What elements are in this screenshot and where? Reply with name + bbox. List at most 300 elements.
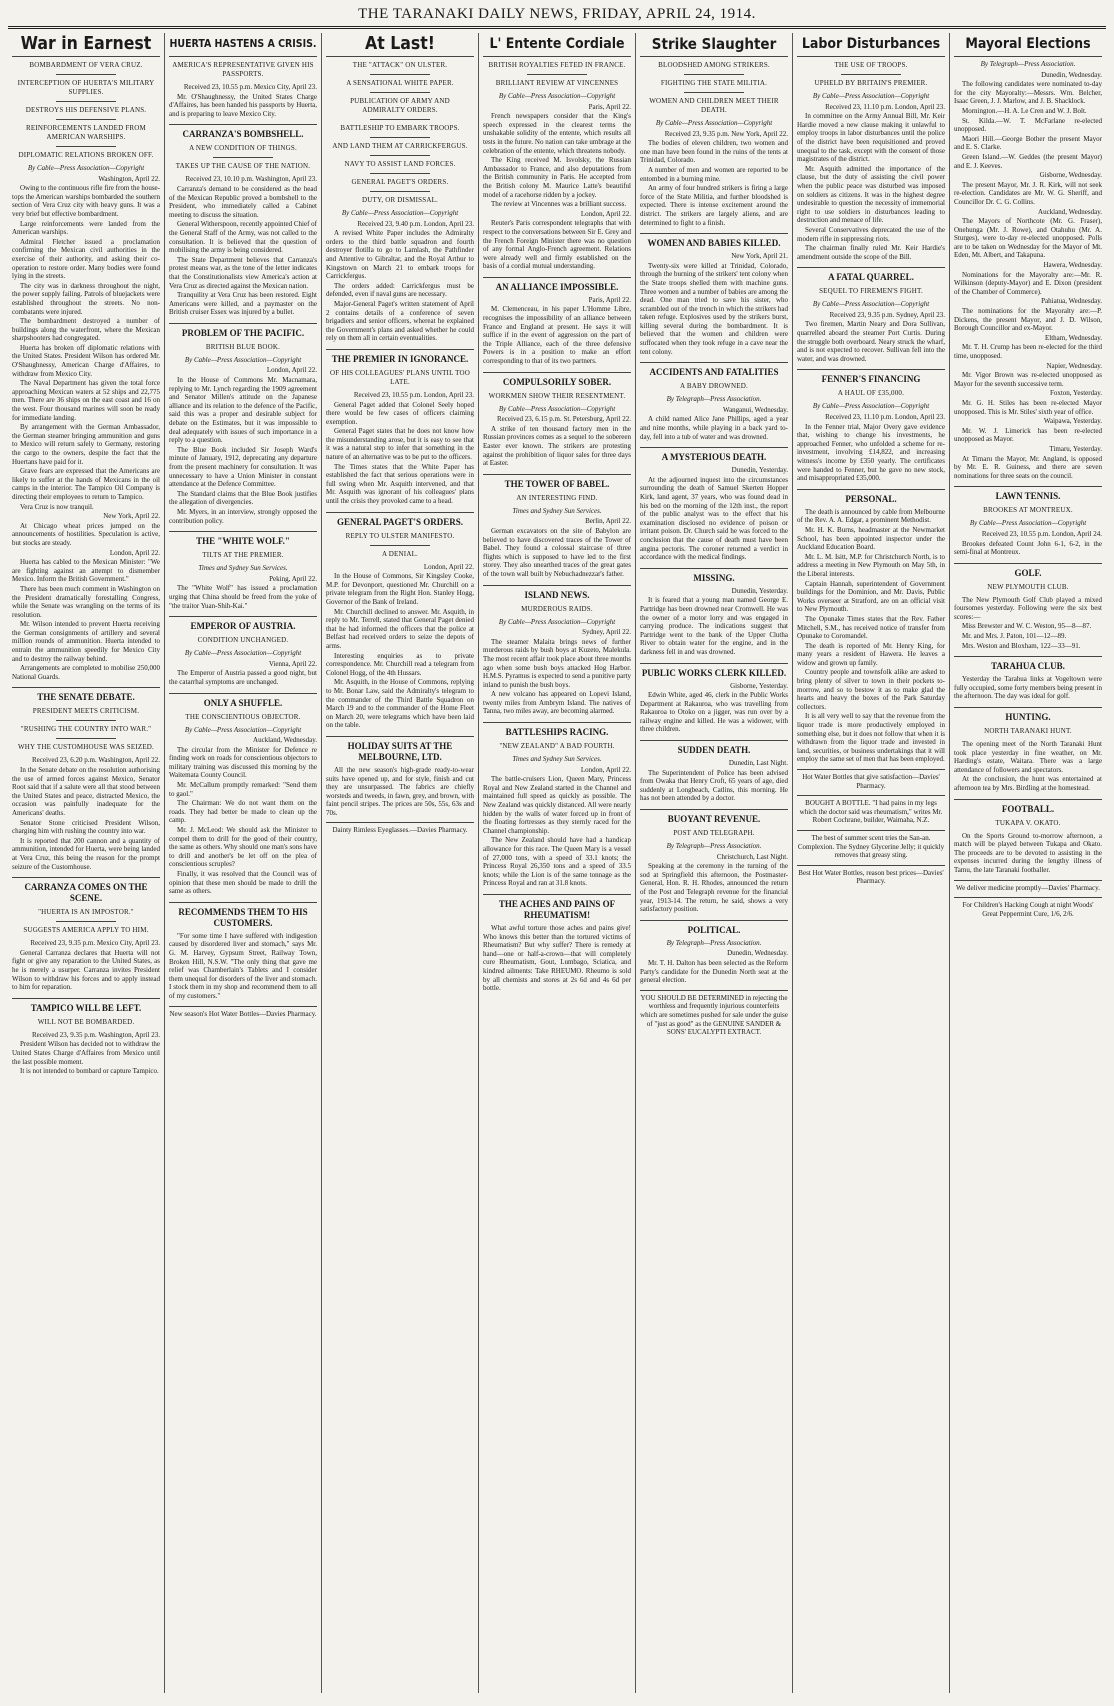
paragraph: Interesting enquiries as to private correspondence. Mr. Churchill read a telegram from Colonel Hogg, of the 4th Hussars. [326,651,474,677]
dateline: Washington, April 22. [98,174,160,183]
paragraph: The Mayors of Northcote (Mr. G. Fraser), Onehunga (Mr. J. Rowe), and Otahuhu (Mr. A. Sturges), were to-day re-elected unopposed. Polls are to be taken on Wednesday for the Mayor of Mt. Eden, Mt. Albert, and Takapuna. [954,217,1102,260]
paragraph: The "White Wolf" has issued a proclamation urging that China should be freed from the yoke of "the traitor Yuan-Shih-Kai." [169,584,317,610]
paragraph: General Paget added that Colonel Seely hoped there would be few cases of officers claiming exemption. [326,400,474,426]
paragraph: The King received M. Isvolsky, the Russian Ambassador to France, and also deputations from the British community in Paris. He accepted from the British colony M. Maurice Latte's beautiful model of a racehorse ridden by a jockey. [483,156,631,199]
column-4 [479,33,636,1693]
dateline: Paris, April 22. [588,295,631,304]
paragraph: Tranquility at Vera Cruz has been restored. Eight Americans were killed, and a paymaster on the British cruiser Essex was injured by a bullet. [169,291,317,317]
paragraph: At Chicago wheat prices jumped on the announcements of hostilities. Speculation is active, but stocks are steady. [12,521,160,547]
subheading-deck: BRILLIANT REVIEW AT VINCENNES [495,79,619,87]
subheading-deck: BATTLESHIP TO EMBARK TROOPS. [340,124,460,132]
section-heading: LAWN TENNIS. [954,486,1102,502]
paragraph: General Carranza declares that Huerta will not fight or give any reparation to the United States, as he is merely a usurper. Carranza invites President Wilson to withdraw his forces and to apply instead to him for reparation. [12,948,160,992]
paragraph: In the Fenner trial, Major Overy gave evidence that, wishing to change his investments, he approached Fenner, who unfolded a scheme for re-investment, involving £14,822, and increasing witness's income by £350 yearly. The certificates were handed to Fenner, but he gave no new stock, and misappropriated £35,000. [797,422,945,483]
subheading-deck: "HUERTA IS AN IMPOSTOR." [38,908,134,917]
column-6 [793,33,950,1693]
divider-rule [370,155,429,156]
subheading-deck: THE "ATTACK" ON ULSTER. [352,61,448,69]
dateline: Paris, April 22. [588,102,631,111]
columns [8,33,1106,1693]
advertisement: The best of summer scent tries the San-an. Complexion. The Sydney Glycerine Jelly; it quickly removes that greasy sting. [797,830,945,860]
column-body [169,61,317,1018]
column-2 [165,33,322,1693]
subheading-deck: PUBLICATION OF ARMY AND ADMIRALTY ORDERS. [350,97,450,114]
paragraph: A strike of ten thousand factory men in the Russian provinces comes as a sequel to the sobereen Easter ever known. The strikers are protesting against the prohibition of liquor sales for three days at Easter. [483,424,631,468]
dateline: Dunedin, Yesterday. [731,466,788,475]
paragraph: Several Conservatives deprecated the use of the modern rifle in suppressing riots. [797,225,945,243]
divider-rule [370,74,429,75]
column-body [483,61,631,993]
advertisement: Dainty Rimless Eyeglasses.—Davies Pharmacy. [326,822,474,835]
paragraph: All the new season's high-grade ready-to-wear suits have opened up, and for style, finish and cut they are unsurpassed. The fabrics are chiefly worsteds and tweeds, in fawn, grey, and brown, with faint pencil stripes. The prices are 50s, 55s, 63s and 70s. [326,765,474,817]
section-heading: TAMPICO WILL BE LEFT. [12,998,160,1014]
masthead: THE TARANAKI DAILY NEWS, FRIDAY, APRIL 24, 1914. [8,4,1106,29]
subheading-deck: TAKES UP THE CAUSE OF THE NATION. [175,162,311,171]
dateline: New York, April 22. [103,512,160,521]
section-heading: A FATAL QUARREL. [797,267,945,283]
byline: By Cable—Press Association—Copyright [184,649,302,658]
advertisement: Best Hot Water Bottles, reason best prices—Davies' Pharmacy. [797,865,945,886]
dateline: Received 23, 10.55 p.m. London, April 23. [353,390,474,399]
section-heading: CARRANZA'S BOMBSHELL. [169,124,317,140]
paragraph: Owing to the continuous rifle fire from the house-tops the American warships bombarded the southern section of Vera Cruz city with heavy guns. It was a very brief but effective bombardment. [12,184,160,218]
paragraph: It is feared that a young man named George E. Partridge has been drowned near Cromwell. He was the owner of a motor lorry and was engaged in carrying produce. The indications suggest that Partridge went to the bank of the Upper Clutha River to obtain water for the engine, and in the darkness fell in and was drowned. [640,596,788,656]
dateline: Received 23, 11.10 p.m. London, April 23. [825,102,945,111]
column-heading: At Last! [326,34,474,57]
subheading-deck: INTERCEPTION OF HUERTA'S MILITARY SUPPLIES. [17,79,155,96]
paragraph: The Blue Book included Sir Joseph Ward's minute of January, 1912, deprecating any departure from the present machinery for consultation. It was unnecessary to have a Union Minister in constant attendance at the Defence Committee. [169,445,317,489]
paragraph: French newspapers consider that the King's speech expressed in the clearest terms the unshakable solidity of the entente, which results all tests in the future. No nation can take umbrage at the celebration of the entente, which threatens nobody. [483,112,631,155]
subheading-deck: FIGHTING THE STATE MILITIA. [660,79,768,87]
dateline: Eltham, Wednesday. [1045,333,1102,342]
section-heading: SUDDEN DEATH. [640,740,788,756]
paragraph: Twenty-six were killed at Trinidad, Colorado, through the burning of the strikers' tent colony when the State troops shelled them with machine guns. Three women and a number of babies are among the dead. One man tried to save his sister, who scrambled out of the trench in which the strikers had taken refuge. Explosives used by the strikers burst, killing several during the bombardment. It is believed that the women and children were suffocated when they took refuge in a cave near the tent colony. [640,261,788,356]
paragraph: Country people and townsfolk alike are asked to bring plenty of silver to town in their pockets to-morrow, and so to bestow it as to make glad the hearts and heavy the boxes of the Park Saturday collectors. [797,668,945,711]
subheading-deck: TUKAPA V. OKATO. [995,818,1061,827]
paragraph: The Superintendent of Police has been advised from Owaka that Henry Croft, 65 years of age, died suddenly at Longbeach, Catlins, this morning. He has not been attended by a doctor. [640,768,788,803]
paragraph: It is not intended to bombard or capture Tampico. [20,1067,159,1076]
divider-rule [841,74,900,75]
subheading-deck: DIPLOMATIC RELATIONS BROKEN OFF. [18,151,154,159]
byline: By Cable—Press Association—Copyright [27,164,145,172]
paragraph: Mr. Wilson intended to prevent Huerta receiving the German consignments of artillery and several million rounds of ammunition. Huerta intended to entrain the ammunition speedily for Mexico City and to destroy the railway behind. [12,620,160,663]
dateline: Christchurch, Last Night. [716,852,788,861]
section-heading: FENNER'S FINANCING [797,369,945,385]
paragraph: The death is reported of Mr. Henry King, for many years a resident of Hawera. He leaves a widow and grown up family. [797,641,945,667]
subheading-deck: UPHELD BY BRITAIN'S PREMIER. [814,79,928,87]
dateline: Gisborne, Yesterday. [730,681,788,690]
paragraph: Mr. Churchill declined to answer. Mr. Asquith, in reply to Mr. Terrell, stated that General Paget denied that he had informed the officers that the police at Belfast had received orders to seize the depots of arms. [326,607,474,650]
column-heading: Labor Disturbances [797,34,945,57]
section-heading: EMPEROR OF AUSTRIA. [169,616,317,632]
subheading-deck: NEW PLYMOUTH CLUB. [987,582,1069,591]
byline: By Cable—Press Association—Copyright [655,119,773,127]
paragraph: Mr. L. M. Isitt, M.P. for Christchurch North, is to address a meeting in New Plymouth on May 5th, in the Liberal interests. [797,552,945,578]
section-heading: POLITICAL. [640,920,788,936]
section-heading: BATTLESHIPS RACING. [483,722,631,738]
dateline: London, April 22. [423,562,474,571]
byline: By Cable—Press Association—Copyright [812,402,930,411]
subheading-deck: GENERAL PAGET'S ORDERS. [351,178,449,186]
subheading-deck: OF HIS COLLEAGUES' PLANS UNTIL TOO LATE. [330,368,470,386]
subheading-deck: AND LAND THEM AT CARRICKFERGUS. [332,142,468,150]
subheading-deck: DUTY, OR DISMISSAL. [361,196,438,204]
subheading-deck: NAVY TO ASSIST LAND FORCES. [344,160,456,168]
paragraph: Senator Stone criticised President Wilson, charging him with rushing the country into war. [12,818,160,836]
divider-rule [56,119,115,120]
dateline: New York, April 21. [731,252,788,261]
dateline: Received 23, 9.35 p.m. Mexico City, April 23. [30,939,160,948]
dateline: Dunedin, Wednesday. [1041,70,1102,79]
section-heading: THE ACHES AND PAINS OF RHEUMATISM! [483,894,631,921]
subheading-deck: CONDITION UNCHANGED. [197,636,289,645]
paragraph: The State Department believes that Carranza's protest means war, as the tone of the letter indicates that the Constitutionalists view America's action at Vera Cruz as directed against the Mexican nation. [169,255,317,290]
byline: By Cable—Press Association—Copyright [184,725,302,734]
byline: By Cable—Press Association—Copyright [498,92,616,100]
divider-rule [56,74,115,75]
paragraph: It is reported that 200 cannon and a quantity of ammunition, intended for Huerta, were being landed at Vera Cruz, this being the reason for the prompt seizure of the Customhouse. [12,836,160,871]
dateline: Wanganui, Wednesday. [723,405,788,414]
paragraph: The steamer Malaita brings news of further murderous raids by bush boys at Kuzeto, Malekula. The most recent affair took place about three months ago when some bush boys attacked Hog Harbor. H.M.S. Pyramus is expected to send a punitive party inland to punish the bush boys. [483,637,631,689]
paragraph: Reuter's Paris correspondent telegraphs that with respect to the conversations between Sir E. Grey and the French Foreign Minister there was no question of any formal Anglo-French agreement. Relations were already well and firmly established on the basis of a cordial mutual understanding. [483,219,631,271]
divider-rule [370,545,429,546]
paragraph: Huerta has broken off diplomatic relations with the United States. President Wilson has ordered Mr. O'Shaughnessy, American Charge d'Affaires, to withdraw from Mexico City. [12,343,160,378]
section-heading: RECOMMENDS THEM TO HIS CUSTOMERS. [169,902,317,929]
advertisement: BOUGHT A BOTTLE. "I had pains in my legs which the doctor said was rheumatism," writes Mr. Robert Cochrane, builder, Waimaha, N.Z. [797,795,945,825]
byline: By Cable—Press Association—Copyright [969,519,1087,528]
section-heading: AN ALLIANCE IMPOSSIBLE. [483,277,631,293]
paragraph: Nominations for the Mayoralty are:—Mr. R. Wilkinson (deputy-Mayor) and E. Dixon (president of the Chamber of Commerce). [954,270,1102,296]
section-heading: ACCIDENTS AND FATALITIES [640,362,788,378]
paragraph: Green Island.—W. Geddes (the present Mayor) and E. J. Keeves. [954,152,1102,170]
paragraph: Miss Brewster and W. C. Weston, 95—8—87. [962,622,1092,631]
advertisement: YOU SHOULD BE DETERMINED in rejecting the worthless and frequently injurious counterfeits which are sometimes pushed for sale under the guise of "just as good" as the GENUINE SANDER & SONS' EUCALYPTI EXTRACT. [640,990,788,1037]
section-heading: HUNTING. [954,707,1102,723]
divider-rule [56,921,115,922]
paragraph: A number of men and women are reported to be entombed in a burning mine. [640,165,788,183]
section-heading: WOMEN AND BABIES KILLED. [640,233,788,249]
paragraph: An army of four hundred strikers is firing a large force of the State Militia, and further bloodshed is expected. There is intense excitement around the district. The strikers are largely aliens, and are determined to fight to a finish. [640,184,788,227]
paragraph: The battle-cruisers Lion, Queen Mary, Princess Royal and New Zealand started in the Channel and maintained full speed as quickly as possible. The New Zealand was quickly distanced. All were nearly hidden by the walls of water forced up in front of the floating fortresses as they sternly raced for the Channel championship. [483,775,631,835]
subheading-deck: TILTS AT THE PREMIER. [202,551,284,560]
section-heading: HOLIDAY SUITS AT THE MELBOURNE, LTD. [326,736,474,763]
divider-rule [370,173,429,174]
byline: By Cable—Press Association—Copyright [812,300,930,309]
section-heading: PUBLIC WORKS CLERK KILLED. [640,663,788,679]
paragraph: Mr. Asquith admitted the importance of the clause, but the duty of assisting the civil power when the public peace was disturbed was imposed on soldiers as citizens. It was in the highest degree undesirable to question the necessity of immemorial right to use soldiers in disturbances leading to destruction and menace of life. [797,164,945,225]
dateline: Auckland, Wednesday. [253,736,317,745]
paragraph: A new volcano has appeared on Lopevi Island, twenty miles from Ambrym Island. The natives of Tanna, two miles away, are becoming alarmed. [483,690,631,716]
dateline: Sydney, April 22. [582,628,631,637]
dateline: Received 23, 9.35 p.m. New York, April 22. [664,129,788,138]
divider-rule [56,720,115,721]
section-heading: BUOYANT REVENUE. [640,809,788,825]
paragraph: The death is announced by cable from Melbourne of the Rev. A. A. Edgar, a prominent Methodist. [797,507,945,525]
paragraph: Arrangements are completed to mobilise 250,000 National Guards. [12,664,160,681]
paragraph: In the House of Commons, Sir Kingsley Cooke, M.P. for Devonport, questioned Mr. Churchill on a private telegram from the Right Hon. Stanley Hogg, Governor of the Bank of Ireland. [326,572,474,606]
subheading-deck: WORKMEN SHOW THEIR RESENTMENT. [488,391,626,400]
paragraph: The orders added: Carrickfergus must be defended, even if naval guns are necessary. [326,281,474,299]
dateline: Pahiatua, Wednesday. [1041,297,1102,306]
dateline: Napier, Wednesday. [1046,361,1102,370]
paragraph: M. Clemenceau, in his paper L'Homme Libre, recognises the impossibility of an alliance between France and England at present. He says it will suffice if in the event of aggression on the part of the Triple Alliance, each of the three defensive Powers is in a position to make an effort corresponding to that of its two partners. [483,305,631,366]
paragraph: A child named Alice Jane Phillips, aged a year and nine months, while playing in a back yard to-day, fell into a tub of water and was drowned. [640,415,788,441]
dateline: Gisborne, Wednesday. [1039,171,1102,180]
paragraph: By arrangement with the German Ambassador, the German steamer bringing ammunition and guns to Mexico will return safely to Germany, restoring the cargo to the owners, despite the fact that the Huertans have paid for it. [12,423,160,466]
advertisement: We deliver medicine promptly—Davies' Pharmacy. [954,880,1102,893]
divider-rule [684,92,743,93]
paragraph: The circular from the Minister for Defence re finding work on roads for conscientious objectors to military training was discussed this morning by the Waitemata County Council. [169,745,317,780]
subheading-deck: BOMBARDMENT OF VERA CRUZ. [29,61,143,69]
section-heading: CARRANZA COMES ON THE SCENE. [12,877,160,904]
dateline: Timaru, Yesterday. [1049,444,1102,453]
column-body [12,61,160,1076]
column-heading: War in Earnest [12,34,160,57]
paragraph: Mr. and Mrs. J. Paton, 101—12—89. [962,632,1067,641]
column-heading: L' Entente Cordiale [483,34,631,57]
section-heading: TARAHUA CLUB. [954,656,1102,672]
dateline: Waipawa, Yesterday. [1043,417,1102,426]
paragraph: What awful torture those aches and pains give! Who knows this better than the tortured victims of Rheumatism? But why suffer? There is remedy at hand—one or half-a-crown—that will completely cure Rheumatism, Gout, Lumbago, Sciatica, and kindred ailments: Take RHEUMO. Rheumo is sold by all chemists and stores at 2s 6d and 4s 6d per bottle. [483,923,631,993]
paragraph: Finally, it was resolved that the Council was of opinion that these men should be made to drill the same as others. [169,870,317,896]
paragraph: Mr. Myers, in an interview, strongly opposed the contribution policy. [169,507,317,525]
column-heading: HUERTA HASTENS A CRISIS. [169,34,317,57]
dateline: Hawera, Wednesday. [1043,261,1102,270]
paragraph: Admiral Fletcher issued a proclamation confirming the Mexican civil authorities in the exercise of their authority, and asking their co-operation to restore order. Many bodies were found lying in the streets. [12,237,160,281]
paragraph: On the Sports Ground to-morrow afternoon, a match will be played between Tukapa and Okato. The proceeds are to be devoted to assisting in the expenses incurred during the lengthy illness of Tamu, the late Taranaki footballer. [954,831,1102,874]
column-3 [322,33,479,1693]
section-heading: THE SENATE DEBATE. [12,687,160,703]
dateline: Received 23, 6.15 p.m. St. Petersburg, April 22. [496,415,631,424]
dateline: Received 23, 11.10 p.m. London, April 23. [825,413,945,422]
paragraph: In the Senate debate on the resolution authorising the use of armed forces against Mexico, Senator Root said that if a salute were all that stood between the United States and peace, distracted Mexico, the occasion was painfully inadequate for the Americans' deaths. [12,766,160,817]
section-heading: MISSING. [640,568,788,584]
byline: By Cable—Press Association—Copyright [341,209,459,217]
byline: By Telegraph—Press Association. [980,60,1076,68]
column-7 [950,33,1106,1693]
paragraph: Speaking at the ceremony in the turning of the sod at Springfield this afternoon, the Postmaster-General, Hon. R. H. Rhodes, announced the return of the Post and Telegraph revenue for the financial year, 1913-14. The return, he said, shows a very satisfactory position. [640,862,788,914]
subheading-deck: A HAUL OF £35,000. [837,389,905,398]
paragraph: The New Zealand should have had a handicap allowance for this race. The Queen Mary is a vessel of 27,000 tons, with a speed of 33.1 knots; the Princess Royal 26,350 tons and a speed of 33.5 knots; while the Lion is of the same tonnage as the Princess Royal and ran at 31.8 knots. [483,836,631,888]
dateline: London, April 22. [580,209,631,218]
dateline: Vienna, April 22. [268,659,317,668]
paragraph: Brookes defeated Count John 6-1, 6-2, in the semi-final at Montreux. [954,539,1102,557]
subheading-deck: THE USE OF TROOPS. [834,61,908,69]
paragraph: The Naval Department has given the total force approaching Mexican waters at 52 ships and 22,775 men. There are 36 ships on the east coast and 16 on the west. Four thousand marines will soon be ready for immediate landing. [12,379,160,422]
advertisement: Hot Water Bottles that give satisfaction—Davies' Pharmacy. [797,769,945,790]
subheading-deck: A DENIAL. [381,549,419,558]
section-heading: GENERAL PAGET'S ORDERS. [326,512,474,528]
divider-rule [56,146,115,147]
byline: By Cable—Press Association—Copyright [498,404,616,413]
paragraph: In the House of Commons Mr. Macnamara, replying to Mr. Lynch regarding the 1909 agreement and Senator Millen's attitude on the Japanese alliance and its relation to the defence of the Pacific, said this was a proper and desirable subject for debate on the Estimates, but it was impossible to deal adequately with issues of such importance in a reply to a question. [169,376,317,445]
byline: By Cable—Press Association—Copyright [498,617,616,626]
paragraph: General Witherspoon, recently appointed Chief of the General Staff of the Army, was not called to the consultation. It is believed that the question of mobilising the army is being considered. [169,220,317,255]
dateline: Berlin, April 22. [585,517,631,526]
dateline: London, April 22. [580,765,631,774]
dateline: Dunedin, Yesterday. [731,586,788,595]
byline: Times and Sydney Sun Services. [512,506,602,515]
paragraph: Yesterday the Tarahua links at Vogeltown were fully occupied, some forty members being present in the afternoon. The day was ideal for golf. [954,675,1102,701]
dateline: Received 23, 6.20 p.m. Washington, April 22. [31,756,160,765]
paragraph: At the adjourned inquest into the circumstances surrounding the death of Samuel Skerten Hopper Kirk, land agent, 37 years, who was found dead in his bed on the morning of the 12th inst., the report of the public analyst was to the effect that his examination disclosed no evidence of poison or irritant poison. Dr. Church said he was forced to the conclusion that the cause of death must have been angina pectoris. The coroner returned a verdict in accordance with the medical findings. [640,475,788,562]
subheading-deck: A SENSATIONAL WHITE PAPER. [346,79,454,87]
section-heading: PERSONAL. [797,489,945,505]
divider-rule [370,92,429,93]
paragraph: The nominations for the Mayoralty are:—P. Dickens, the present Mayor, and J. D. Wilson, Borough Councillor and ex-Mayor. [954,307,1102,333]
dateline: Dunedin, Wednesday. [727,949,788,958]
paragraph: The opening meet of the North Taranaki Hunt took place yesterday in fine weather, on Mr. Harding's estate, Waitara. There was a large attendance of followers and spectators. [954,740,1102,774]
paragraph: In committee on the Army Annual Bill, Mr. Keir Hardie moved a new clause making it unlawful to employ troops in labor disturbances until the police of the district have been requisitioned and proved unequal to the task, except with the consent of those magistrates of the district. [797,112,945,164]
paragraph: The Emperor of Austria passed a good night, but the catarrhal symptoms are unchanged. [169,669,317,686]
paragraph: The New Plymouth Golf Club played a mixed foursomes yesterday. Following were the six best scores:— [954,595,1102,621]
subheading-deck: A NEW CONDITION OF THINGS. [189,144,297,153]
dateline: Received 23, 9.35 p.m. Washington, April 23. [31,1030,160,1039]
section-heading: ONLY A SHUFFLE. [169,693,317,709]
divider-rule [56,101,115,102]
paragraph: There has been much comment in Washington on the President dramatically forestalling Congress, while the Senate was wrangling on the terms of its resolution. [12,584,160,619]
dateline: Received 23, 10.10 p.m. Washington, April 23. [185,175,317,184]
section-heading: THE "WHITE WOLF." [169,531,317,547]
paragraph: Mr. Vigor Brown was re-elected unopposed as Mayor for the seventh successive term. [954,371,1102,388]
section-heading: GOLF. [954,563,1102,579]
dateline: Peking, April 22. [269,574,317,583]
paragraph: A revised White Paper includes the Admiralty orders to the third battle squadron and fourth destroyer flotilla to go to Lamlash, the Pathfinder and Attentive to Gibraltar, and the Royal Arthur to Kingstown on March 21 to embark troops for Carrickfergus. [326,229,474,281]
paragraph: The Times states that the White Paper has established the fact that serious operations were in full swing when Mr. Asquith intervened, and that Mr. Asquith was ignorant of his colleagues' plans until the crisis they provoked came to a head. [326,462,474,506]
dateline: London, April 22. [109,548,160,557]
paragraph: The bombardment destroyed a number of buildings along the waterfront, where the Mexican sharpshooters had congregated. [12,317,160,343]
paragraph: Major-General Paget's written statement of April 2 contains details of a conference of seven brigadiers and senior officers, whereat he explained the Government's plans and asked whether he could rely on them all in certain eventualities. [326,299,474,343]
paragraph: Mrs. Weston and Bloxham, 122—33—91. [962,641,1081,650]
section-heading: THE TOWER OF BABEL. [483,474,631,490]
divider-rule [213,157,272,158]
paragraph: General Paget states that he does not know how the misunderstanding arose, but it is easy to see that it was a natural step to infer that something in the nature of an alternative was to be put to the officers. [326,427,474,462]
column-body [326,61,474,835]
byline: Times and Sydney Sun Services. [512,755,602,764]
subheading-deck: AMERICA'S REPRESENTATIVE GIVEN HIS PASSPORTS. [172,61,314,78]
column-1 [8,33,165,1693]
paragraph: Mornington.—H. A. Le Cren and W. J. Bolt. [962,106,1087,115]
section-heading: COMPULSORILY SOBER. [483,372,631,388]
paragraph: At the conclusion, the hunt was entertained at afternoon tea by Mrs. Birdling at the homestead. [954,775,1102,792]
column-5 [636,33,793,1693]
dateline: London, April 22. [266,366,317,375]
paragraph: The review at Vincennes was a brilliant success. [491,200,627,209]
subheading-deck: REINFORCEMENTS LANDED FROM AMERICAN WARSHIPS. [26,124,146,141]
paragraph: Mr. H. K. Burns, headmaster at the Newmarket School, has been appointed inspector under the Auckland Education Board. [797,525,945,552]
paragraph: St. Kilda.—W. T. McFarlane re-elected unopposed. [954,116,1102,134]
column-body [797,61,945,886]
subheading-deck: DESTROYS HIS DEFENSIVE PLANS. [25,106,147,114]
paragraph: Grave fears are expressed that the Americans are likely to suffer at the hands of Mexicans in the oil camps in the interior. The Tampico Oil Company is directing their employees to return to Tampico. [12,467,160,501]
paragraph: Carranza's demand to be considered as the head of the Mexican Republic proved a bombshell to the President, who immediately called a Cabinet meeting to discuss the situation. [169,184,317,219]
byline: By Cable—Press Association—Copyright [812,92,930,100]
paragraph: The bodies of eleven children, two women and one man have been found in the ruins of the tents at Trinidad, Colorado. [640,139,788,165]
paragraph: Mr. Asquith, in the House of Commons, replying to Mr. Bonar Law, said the Admiralty's telegram to the commander of the Third Battle Squadron on March 19 and to the commander of the Home Fleet on March 20, were telegrams which have been laid on the table. [326,678,474,730]
paragraph: Vera Cruz is now tranquil. [20,502,94,511]
section-heading: FOOTBALL. [954,799,1102,815]
paragraph: The Chairman: We do not want them on the roads. They had better be made to clean up the camp. [169,799,317,825]
paragraph: The city was in darkness throughout the night, the power supply failing. Patrols of bluejackets were established throughout the streets. No non-combatants were injured. [12,281,160,316]
paragraph: The Standard claims that the Blue Book justifies the allegation of divergencies. [169,489,317,507]
paragraph: Mr. W. J. Limerick has been re-elected unopposed as Mayor. [954,426,1102,444]
divider-rule [370,119,429,120]
divider-rule [370,191,429,192]
subheading-deck: "RUSHING THE COUNTRY INTO WAR." [20,725,152,734]
section-heading: THE PREMIER IN IGNORANCE. [326,349,474,365]
paragraph: Mr. J. McLeod: We should ask the Minister to compel them to drill for the good of their country, the same as others. Why should one man's sons have to drill and another's be let off on the plea of conscientious scruples? [169,826,317,869]
advertisement: For Children's Hacking Cough at night Woods' Great Peppermint Cure, 1/6, 2/6. [954,897,1102,918]
dateline: Foxton, Yesterday. [1049,389,1102,398]
subheading-deck: MURDEROUS RAIDS. [521,604,593,613]
paragraph: "For some time I have suffered with indigestion caused by disordered liver and stomach," says Mr. G. M. Harvey, Gypsum Street, Railway Town, Broken Hill, N.S.W. "The only thing that gave me relief was Chamberlain's Tablets and I consider them unequal for disorders of the liver and stomach. I stock them in my shop and recommend them to all of my customers." [169,931,317,1000]
divider-rule [527,74,586,75]
subheading-deck: BRITISH ROYALTIES FETED IN FRANCE. [488,61,626,69]
subheading-deck: BLOODSHED AMONG STRIKERS. [658,61,770,69]
subheading-deck: WILL NOT BE BOMBARDED. [37,1017,135,1026]
column-heading: Mayoral Elections [954,34,1102,57]
dateline: Received 23, 9.40 p.m. London, April 23. [357,219,474,228]
subheading-deck: POST AND TELEGRAPH. [673,829,755,838]
section-heading: ISLAND NEWS. [483,585,631,601]
subheading-deck: PRESIDENT MEETS CRITICISM. [32,707,140,716]
subheading-deck: BROOKES AT MONTREUX. [983,506,1073,515]
paragraph: Captain Hannah, superintendent of Government buildings for the Dominion, and Mr. Davis, Public Works overseer at Stratford, are on an official visit to New Plymouth. [797,579,945,614]
paragraph: The chairman finally ruled Mr. Keir Hardie's amendment outside the scope of the Bill. [797,244,945,261]
paragraph: Two firemen, Martin Neary and Dora Sullivan, quarrelled aboard the steamer Port Curtis. During the struggle both overboard. Neary struck the wharf, and is not expected to recover. Sullivan fell into the water, and was drowned. [797,320,945,363]
paragraph: The Opunake Times states that the Rev. Father Mitchell, S.M., has received notice of transfer from Opunake to Coromandel. [797,614,945,641]
column-body [954,60,1102,918]
paragraph: Mr. T. H. Dalton has been selected as the Reform Party's candidate for the Dunedin North seat at the general election. [640,958,788,985]
dateline: Auckland, Wednesday. [1038,207,1102,216]
dateline: Received 23, 10.55 p.m. Mexico City, April 23. [183,83,317,91]
paragraph: Maori Hill.—George Bother the present Mayor and E. S. Clarke. [954,134,1102,152]
subheading-deck: AN INTERESTING FIND. [516,493,598,502]
section-heading: A MYSTERIOUS DEATH. [640,447,788,463]
divider-rule [684,74,743,75]
paragraph: Mr. G. H. Stiles has been re-elected Mayor unopposed. This is Mr. Stiles' sixth year of office. [954,398,1102,416]
byline: Times and Sydney Sun Services. [198,564,288,573]
paragraph: Large reinforcements were landed from the American warships. [12,219,160,237]
divider-rule [56,738,115,739]
dateline: Received 23, 10.55 p.m. London, April 24. [981,529,1102,538]
subheading-deck: WOMEN AND CHILDREN MEET THEIR DEATH. [649,97,779,114]
column-heading: Strike Slaughter [640,34,788,57]
subheading-deck: WHY THE CUSTOMHOUSE WAS SEIZED. [17,743,155,752]
paragraph: Mr. O'Shaughnessy, the United States Charge d'Affaires, has been handed his passports by Huerta, and is preparing to leave Mexico City. [169,92,317,118]
byline: By Telegraph—Press Association. [666,842,762,851]
paragraph: Mr. McCallum promptly remarked: "Send them to gaol." [169,781,317,798]
subheading-deck: NORTH TARANAKI HUNT. [984,727,1072,736]
subheading-deck: REPLY TO ULSTER MANIFESTO. [345,531,455,540]
paragraph: Edwin White, aged 46, clerk in the Public Works Department at Rakauroa, who was travelling from Rakauroa to Otoko on a jigger, was run over by a railway engine and killed. He was a widower, with three children. [640,691,788,734]
divider-rule [370,137,429,138]
paragraph: Mr. T. H. Crump has been re-elected for the third time, unopposed. [954,343,1102,360]
advertisement: New season's Hot Water Bottles—Davies Pharmacy. [169,1006,317,1019]
subheading-deck: THE CONSCIENTIOUS OBJECTOR. [185,712,301,721]
subheading-deck: BRITISH BLUE BOOK. [205,342,281,351]
section-heading: PROBLEM OF THE PACIFIC. [169,323,317,339]
byline: By Cable—Press Association—Copyright [184,355,302,364]
subheading-deck: A BABY DROWNED. [680,382,748,391]
dateline: Dunedin, Last Night. [728,759,788,768]
column-body [640,61,788,1037]
paragraph: Huerta has cabled to the Mexican Minister: "We are fighting against an attempt to dismember Mexico. Inform the British Government." [12,558,160,584]
byline: By Telegraph—Press Association. [666,395,762,404]
byline: By Telegraph—Press Association. [666,938,762,947]
paragraph: The present Mayor, Mr. J. R. Kirk, will not seek re-election. Candidates are Mr. W. G. Sheriff, and Councillor Dr. C. G. Collins. [954,180,1102,206]
paragraph: At Timaru the Mayor, Mr. Angland, is opposed by Mr. E. R. Guiness, and there are seven nominations for three seats on the council. [954,454,1102,480]
